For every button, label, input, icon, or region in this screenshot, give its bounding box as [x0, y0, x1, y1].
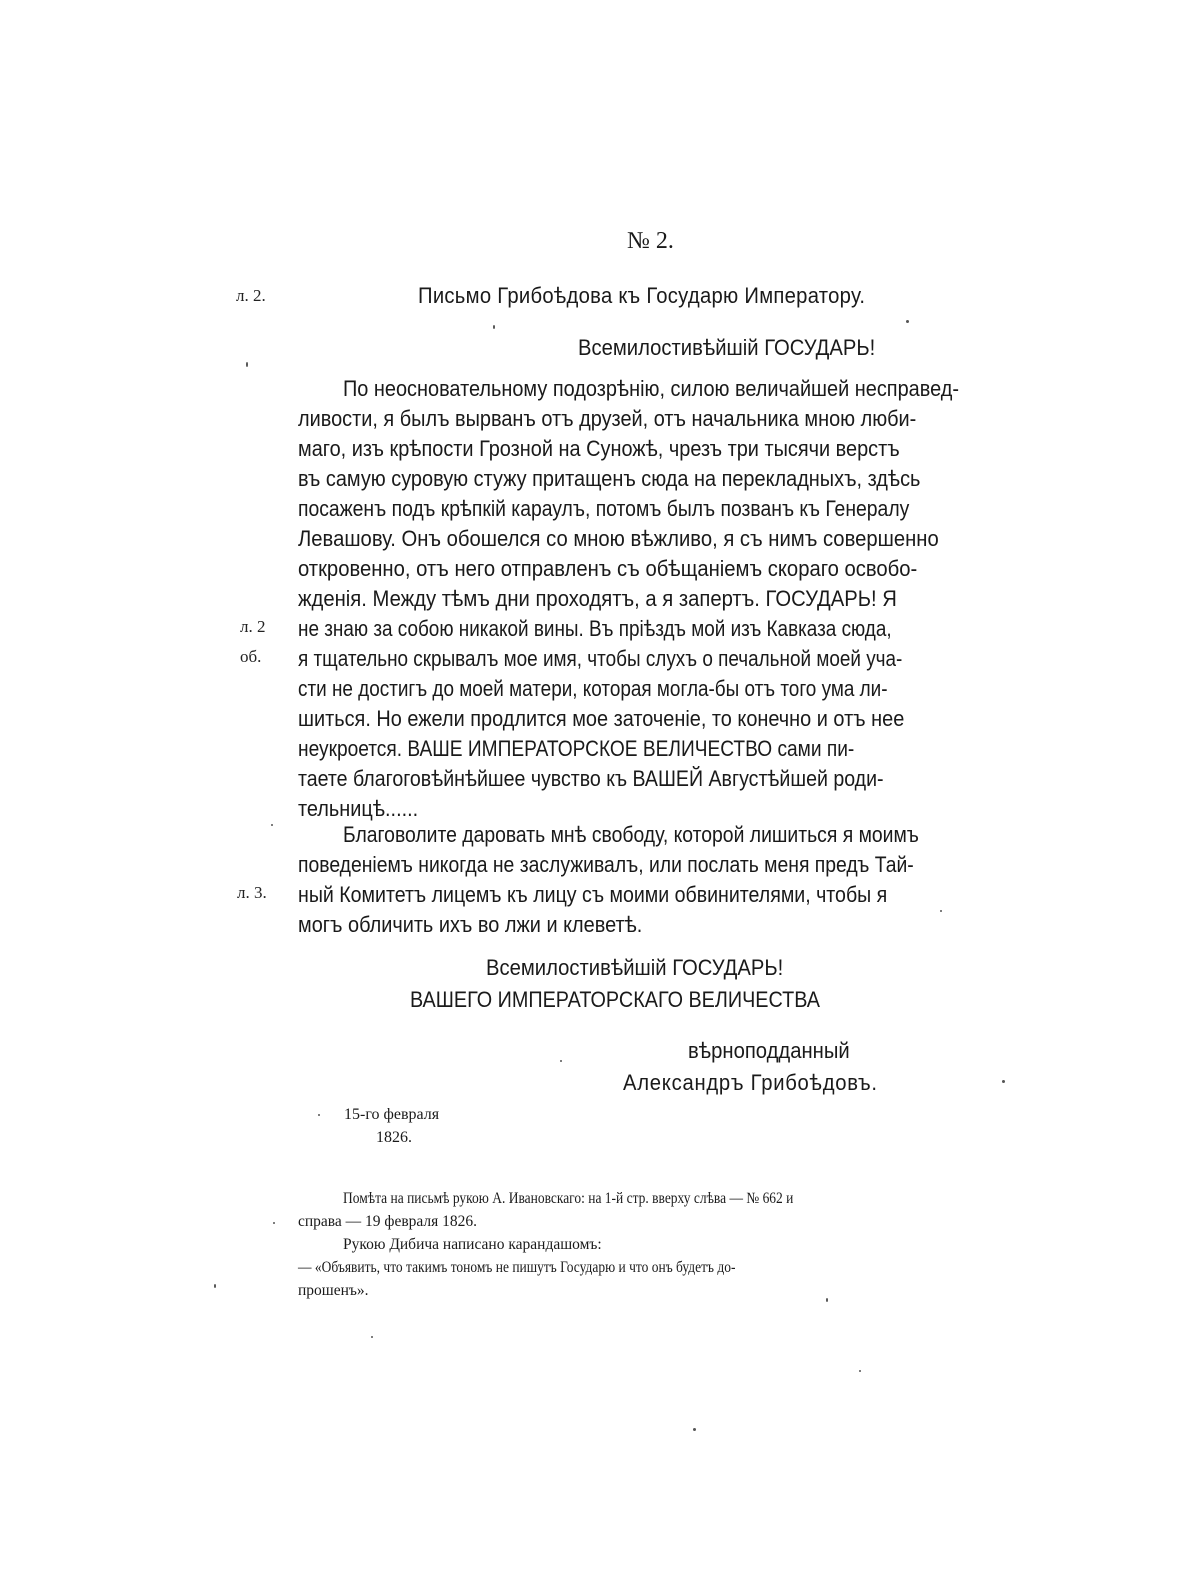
body-line: Благоволите даровать мнѣ свободу, которой лишиться я моимъ — [343, 822, 919, 847]
scan-speck — [906, 320, 909, 323]
scan-speck — [273, 1222, 275, 1224]
body-line: посаженъ подъ крѣпкій караулъ, потомъ былъ позванъ къ Генералу — [298, 496, 910, 521]
body-line: жденія. Между тѣмъ дни проходятъ, а я запертъ. ГОСУДАРЬ! Я — [298, 586, 897, 611]
note-line: справа — 19 февраля 1826. — [298, 1213, 478, 1230]
body-line: По неосновательному подозрѣнію, силою величайшей несправед- — [343, 376, 959, 401]
body-line: сти не достигъ до моей матери, которая могла-бы отъ того ума ли- — [298, 676, 888, 701]
body-line: поведеніемъ никогда не заслуживалъ, или послать меня предъ Тай- — [298, 852, 914, 877]
closing-majesty: ВАШЕГО ИМПЕРАТОРСКАГО ВЕЛИЧЕСТВА — [410, 987, 821, 1012]
document-title: Письмо Грибоѣдова къ Государю Императору. — [418, 283, 866, 308]
scan-speck — [271, 824, 273, 826]
scan-speck — [318, 1114, 320, 1116]
body-line: ный Комитетъ лицемъ къ лицу съ моими обвинителями, чтобы я — [298, 882, 888, 907]
note-line: — «Объявить, что такимъ тономъ не пишутъ Государю и что онъ будетъ до- — [298, 1259, 736, 1276]
body-line: тельницѣ...... — [298, 796, 419, 821]
margin-note-leaf: л. 3. — [237, 883, 267, 902]
body-line: не знаю за собою никакой вины. Въ пріѣздъ мой изъ Кавказа сюда, — [298, 616, 892, 641]
closing-signature: Александръ Грибоѣдовъ. — [623, 1070, 878, 1095]
body-line: могъ обличить ихъ во лжи и клеветѣ. — [298, 912, 643, 937]
scan-speck — [859, 1370, 861, 1372]
body-line: откровенно, отъ него отправленъ съ обѣщаніемъ скораго освобо- — [298, 556, 918, 581]
body-line: ливости, я былъ вырванъ отъ друзей, отъ начальника мною люби- — [298, 406, 917, 431]
margin-note-leaf: л. 2. — [236, 286, 266, 305]
scan-speck — [371, 1336, 373, 1338]
body-line: Левашову. Онъ обошелся со мною вѣжливо, я съ нимъ совершенно — [298, 526, 939, 551]
note-line: Рукою Дибича написано карандашомъ: — [343, 1236, 602, 1253]
scan-speck — [214, 1284, 216, 1288]
salutation: Всемилостивѣйшій ГОСУДАРЬ! — [578, 335, 876, 360]
scan-speck — [940, 910, 942, 912]
margin-note-verso: об. — [240, 647, 262, 666]
note-line: прошенъ». — [298, 1282, 369, 1299]
scan-speck — [560, 1060, 562, 1062]
note-line: Помѣта на письмѣ рукою А. Ивановскаго: на 1-й стр. вверху слѣва — № 662 и — [343, 1190, 794, 1207]
body-line: въ самую суровую стужу притащенъ сюда на перекладныхъ, здѣсь — [298, 466, 921, 491]
scan-speck — [693, 1428, 696, 1431]
closing-subject: вѣрноподданный — [688, 1038, 850, 1063]
body-line: я тщательно скрывалъ мое имя, чтобы слухъ о печальной моей уча- — [298, 646, 903, 671]
body-line: таете благоговѣйнѣйшее чувство къ ВАШЕЙ Августѣйшей роди- — [298, 766, 884, 791]
scan-speck — [826, 1298, 828, 1302]
scan-speck — [493, 325, 495, 329]
closing-salutation: Всемилостивѣйшій ГОСУДАРЬ! — [486, 955, 784, 980]
date-year: 1826. — [376, 1129, 412, 1146]
date-day-month: 15-го февраля — [344, 1106, 440, 1123]
body-line: шиться. Но ежели продлится мое заточеніе, то конечно и отъ нее — [298, 706, 905, 731]
margin-note-leaf: л. 2 — [240, 617, 266, 636]
body-line: маго, изъ крѣпости Грозной на Суножѣ, чрезъ три тысячи верстъ — [298, 436, 900, 461]
document-number: № 2. — [627, 228, 674, 254]
scan-speck — [246, 362, 248, 367]
scan-speck — [1002, 1080, 1005, 1083]
body-line: неукроется. ВАШЕ ИМПЕРАТОРСКОЕ ВЕЛИЧЕСТВО сами пи- — [298, 736, 855, 761]
